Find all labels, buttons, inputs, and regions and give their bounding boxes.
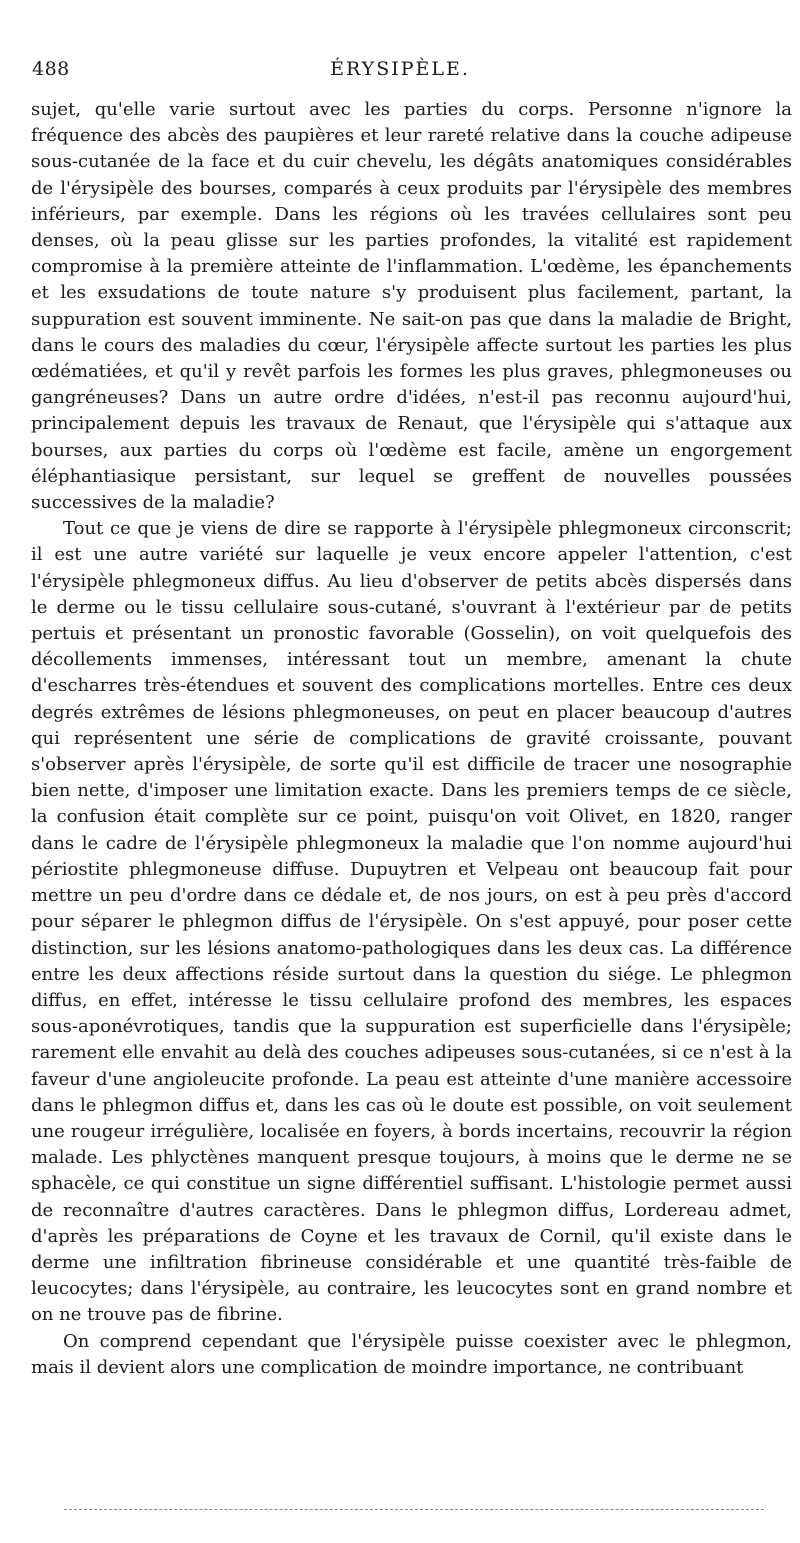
page-number: 488: [32, 58, 70, 80]
page-header: [30, 58, 770, 90]
paragraph-3: On comprend cependant que l'érysipèle puisse coexister avec le phlegmon, mais il devient alors une complication de moindre importance, ne contribuant: [31, 1330, 792, 1378]
footer-rule: [64, 1509, 764, 1510]
body-text: [31, 97, 792, 1381]
paragraph-1: sujet, qu'elle varie surtout avec les parties du corps. Personne n'ignore la fréquence des abcès des paupières et leur rareté relative dans la couche adipeuse sous-cutanée de la face et du cuir chevelu, les dégâts anatomiques considérables de l'érysipèle des bourses, comparés à ceux produits par l'érysipèle des membres inférieurs, par exemple. Dans les régions où les travées cellulaires sont peu denses, où la peau glisse sur les parties profondes, la vitalité est rapidement compromise à la première atteinte de l'inflammation. L'œdème, les épanchements et les exsudations de toute nature s'y produisent plus facilement, partant, la suppuration est souvent imminente. Ne sait-on pas que dans la maladie de Bright, dans le cours des maladies du cœur, l'érysipèle affecte surtout les parties les plus œdématiées, et qu'il y revêt parfois les formes les plus graves, phlegmoneuses ou gangréneuses? Dans un autre ordre d'idées, n'est-il pas reconnu aujourd'hui, principalement depuis les travaux de Renaut, que l'érysipèle qui s'attaque aux bourses, aux parties du corps où l'œdème est facile, amène un engorgement éléphantiasique persistant, sur lequel se greffent de nouvelles poussées successives de la maladie?: [31, 99, 792, 514]
paragraph-2: Tout ce que je viens de dire se rapporte à l'érysipèle phlegmoneux circonscrit; il est une autre variété sur laquelle je veux encore appeler l'attention, c'est l'érysipèle phlegmoneux diffus. Au lieu d'observer de petits abcès dispersés dans le derme ou le tissu cellulaire sous-cutané, s'ouvrant à l'extérieur par de petits pertuis et présentant un pronostic favorable (Gosselin), on voit quelquefois des décollements immenses, intéressant tout un membre, amenant la chute d'escharres très-étendues et souvent des complications mortelles. Entre ces deux degrés extrêmes de lésions phlegmoneuses, on peut en placer beaucoup d'autres qui représentent une série de complications de gravité croissante, pouvant s'observer après l'érysipèle, de sorte qu'il est difficile de tracer une nosographie bien nette, d'imposer une limitation exacte. Dans les premiers temps de ce siècle, la confusion était complète sur ce point, puisqu'on voit Olivet, en 1820, ranger dans le cadre de l'érysipèle phlegmoneux la maladie que l'on nomme aujourd'hui périostite phlegmoneuse diffuse. Dupuytren et Velpeau ont beaucoup fait pour mettre un peu d'ordre dans ce dédale et, de nos jours, on est à peu près d'accord pour séparer le phlegmon diffus de l'érysipèle. On s'est appuyé, pour poser cette distinction, sur les lésions anatomo-pathologiques dans les deux cas. La différence entre les deux affections réside surtout dans la question du siége. Le phlegmon diffus, en effet, intéresse le tissu cellulaire profond des membres, les espaces sous-aponévrotiques, tandis que la suppuration est superficielle dans l'érysipèle; rarement elle envahit au delà des couches adipeuses sous-cutanées, si ce n'est à la faveur d'une angioleucite profonde. La peau est atteinte d'une manière accessoire dans le phlegmon diffus et, dans les cas où le doute est possible, on voit seulement une rougeur irrégulière, localisée en foyers, à bords incertains, recouvrir la région malade. Les phlyctènes manquent presque toujours, à moins que le derme ne se sphacèle, ce qui constitue un signe différentiel suffisant. L'histologie permet aussi de reconnaître d'autres caractères. Dans le phlegmon diffus, Lordereau admet, d'après les préparations de Coyne et les travaux de Cornil, qu'il existe dans le derme une infiltration fibrineuse considérable et une quantité très-faible de leucocytes; dans l'érysipèle, au contraire, les leucocytes sont en grand nombre et on ne trouve pas de fibrine.: [31, 518, 792, 1326]
running-title: ÉRYSIPÈLE.: [330, 58, 470, 80]
